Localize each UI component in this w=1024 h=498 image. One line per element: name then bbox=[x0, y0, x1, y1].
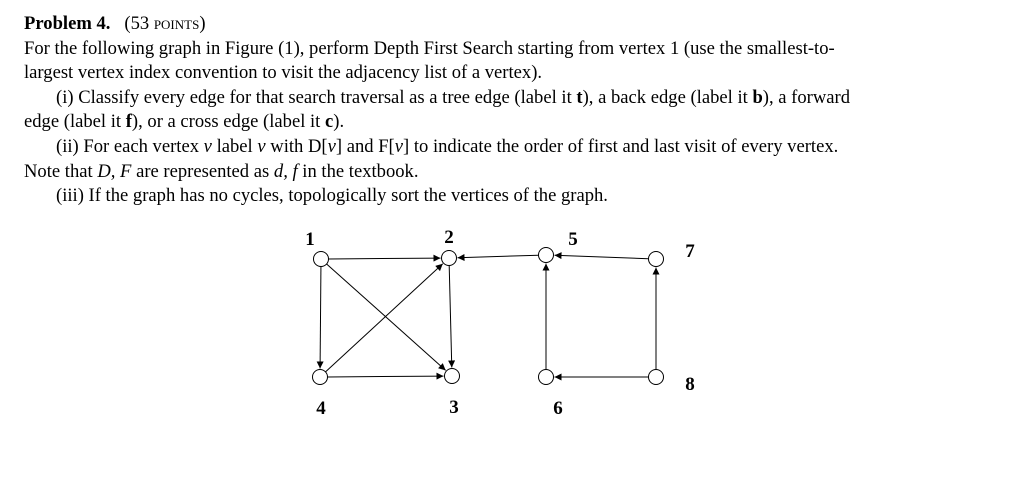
part-i-line-2: edge (label it f), or a cross edge (label it c). bbox=[24, 111, 345, 133]
vertex-labels bbox=[305, 227, 695, 419]
edge-5-2 bbox=[457, 255, 538, 258]
part-ii-line-1: (ii) For each vertex v label v with D[v] and F[v] to indicate the order of first and last visit of every vertex. bbox=[56, 135, 839, 157]
vertex-1 bbox=[314, 252, 329, 267]
label-t: t bbox=[576, 86, 583, 108]
edge-7-5 bbox=[554, 255, 648, 258]
vertex-6 bbox=[539, 370, 554, 385]
vertex-7 bbox=[649, 252, 664, 267]
intro-line-1: For the following graph in Figure (1), perform Depth First Search starting from vertex 1 (use the smallest-to- bbox=[24, 37, 835, 59]
vertex-label-1: 1 bbox=[305, 229, 315, 250]
vertex-label-6: 6 bbox=[553, 398, 563, 419]
part-ii-line-2: Note that D, F are represented as d, f in the textbook. bbox=[24, 160, 419, 182]
vertex-2 bbox=[442, 251, 457, 266]
vertex-label-7: 7 bbox=[685, 241, 695, 262]
label-f: f bbox=[125, 111, 132, 133]
edge-1-2 bbox=[328, 258, 440, 259]
label-c: c bbox=[325, 111, 334, 133]
edge-1-4 bbox=[320, 266, 321, 368]
edge-4-2 bbox=[326, 264, 443, 372]
vertex-label-5: 5 bbox=[568, 229, 578, 250]
vertex-3 bbox=[445, 369, 460, 384]
vertex-label-8: 8 bbox=[685, 374, 695, 395]
points-word: points bbox=[153, 13, 200, 34]
nodes bbox=[313, 248, 664, 385]
edge-2-3 bbox=[449, 265, 452, 367]
problem-heading: Problem 4. bbox=[24, 13, 111, 34]
vertex-8 bbox=[649, 370, 664, 385]
points-close: ) bbox=[199, 13, 206, 34]
edges bbox=[320, 255, 656, 377]
part-iii-line: (iii) If the graph has no cycles, topologically sort the vertices of the graph. bbox=[56, 185, 608, 207]
edge-4-3 bbox=[327, 376, 443, 377]
part-i-line-1: (i) Classify every edge for that search traversal as a tree edge (label it t), a back edge (label it b), a forward bbox=[56, 86, 851, 108]
intro-line-2: largest vertex index convention to visit the adjacency list of a vertex). bbox=[24, 62, 543, 84]
vertex-label-3: 3 bbox=[449, 397, 459, 418]
vertex-4 bbox=[313, 370, 328, 385]
vertex-label-4: 4 bbox=[316, 398, 326, 419]
vertex-label-2: 2 bbox=[444, 227, 454, 248]
vertex-5 bbox=[539, 248, 554, 263]
points-open: (53 bbox=[124, 13, 154, 34]
label-b: b bbox=[752, 86, 763, 108]
